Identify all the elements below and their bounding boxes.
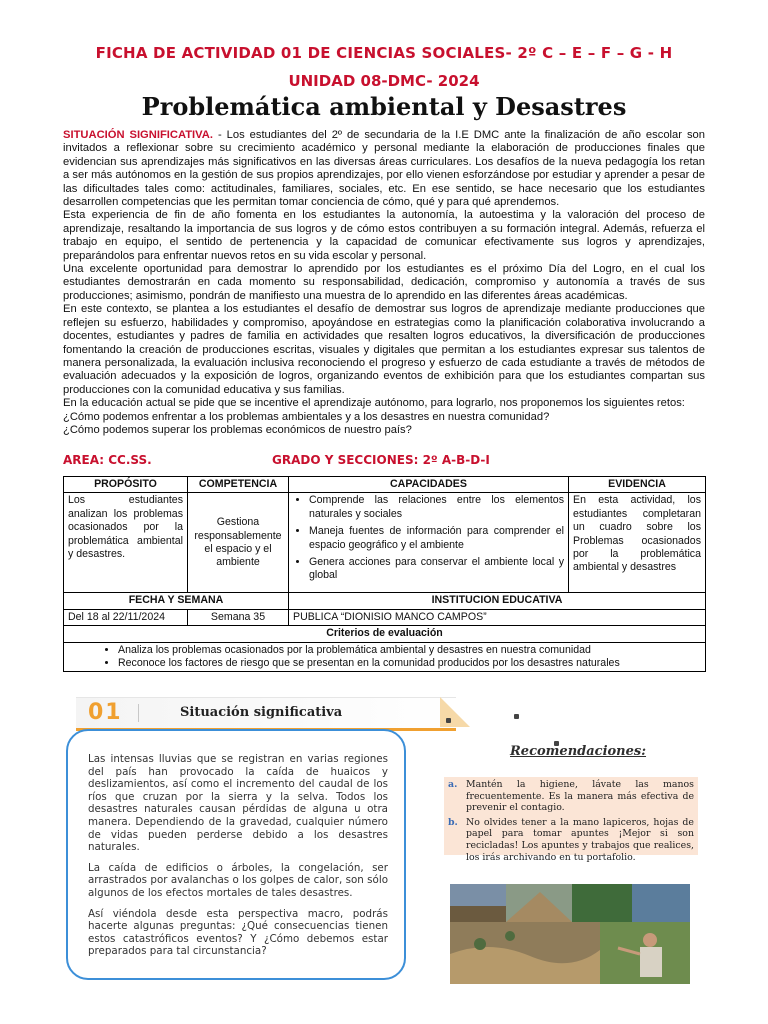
section-number: 01 <box>88 700 123 725</box>
header-competencia: COMPETENCIA <box>188 477 289 493</box>
activity-table <box>63 476 706 672</box>
header-fecha-semana: FECHA Y SEMANA <box>64 593 289 609</box>
capacidad-item: • Comprende las relaciones entre los elementos naturales y sociales <box>309 494 564 521</box>
capacidad-item: • Genera acciones para conservar el ambiente local y global <box>309 556 564 583</box>
photo-tree <box>505 931 515 941</box>
recommendation-item <box>448 817 694 863</box>
situation-paragraph-4: En este contexto, se plantea a los estudiantes el desafío de demostrar sus logros de aprendizaje mediante producciones que reflejen su esfuerzo, habilidades y compromiso, apoyándose en estrategias como la planificación colaborativa involucrando a docentes, estudiantes y padres de familia en actividades que resalten logros educativos, la diversificación de producciones fomentando la creación de producciones escritas, visuales y digitales que permitan a los estudiantes expresar sus talentos de manera personalizada, la evaluación inclusiva reconociendo el progreso y esfuerzo de cada estudiante a través de métodos de evaluación adecuados y la exposición de logros, organizando eventos de exhibición para que los estudiantes compartan sus producciones con la comunidad educativa y sus familias. <box>63 303 705 396</box>
situation-text <box>63 129 705 437</box>
situation-paragraph-3: Una excelente oportunidad para demostrar lo aprendido por los estudiantes es el próximo Día del Logro, en el cual los estudiantes demostrarán en cada momento su responsabilidad, dedicación, compromiso y autonomía a través de sus producciones; asimismo, pondrán de manifiesto una muestra de lo aprendido en las diferentes áreas académicas. <box>63 263 705 302</box>
recommendation-text: Mantén la higiene, lávate las manos frecuentemente. Es la manera más efectiva de prevenir el contagio. <box>466 779 694 814</box>
table-row <box>64 609 706 625</box>
table-row <box>64 642 706 672</box>
recommendation-letter: a. <box>448 779 458 790</box>
table-row <box>64 593 706 609</box>
grade-sections-label: GRADO Y SECCIONES: 2º A-B-D-I <box>272 453 490 467</box>
situation-paragraph-2: Esta experiencia de fin de año fomenta en los estudiantes la autonomía, la autoestima y la valoración del proceso de aprendizaje, resaltando la importancia de sus logros y de cómo estos contribuyen a su formación integral. Además, refuerza el trabajo en equipo, el sentido de pertenencia y la capacidad de comunicar efectivamente sus logros y aprendizajes, preparándolos para enfrentar nuevos retos en su vida escolar y personal. <box>63 209 705 262</box>
recommendations-box <box>444 777 698 863</box>
header-capacidades: CAPACIDADES <box>289 477 569 493</box>
capacidades-cell <box>289 493 569 593</box>
header-line-1: FICHA DE ACTIVIDAD 01 DE CIENCIAS SOCIALES- 2º C – E – F – G - H <box>95 44 673 62</box>
box-paragraph-1: Las intensas lluvias que se registran en varias regiones del país han provocado la caída de huaicos y deslizamientos, así como el incremento del caudal de los ríos que cruzan por la sierra y la selva. Todos los desastres naturales causan pérdidas de alguna u otra manera. Dependiendo de la gravedad, cualquier número de vidas pueden perderse debido a los desastres naturales. <box>88 753 388 854</box>
evidencia-cell: En esta actividad, los estudiantes completaran un cuadro sobre los Problemas ocasionados por la problemática ambiental y desastres <box>569 493 706 593</box>
header-proposito: PROPÓSITO <box>64 477 188 493</box>
recommendation-item <box>448 779 694 814</box>
recommendation-text: No olvides tener a la mano lapiceros, hojas de papel para tomar apuntes ¡Mejor si son recicladas! Los apuntes y trabajos que realices, los irás archivando en tu portafolio. <box>466 816 694 863</box>
decorative-dot <box>514 714 519 719</box>
photo-flood-street <box>632 884 690 922</box>
photo-tree <box>474 938 486 950</box>
criterios-cell <box>64 642 706 672</box>
photo-person-head <box>643 933 657 947</box>
header-institucion: INSTITUCION EDUCATIVA <box>289 593 706 609</box>
recommendation-letter: b. <box>448 816 458 828</box>
header-criterios: Criterios de evaluación <box>64 626 706 642</box>
box-paragraph-2: La caída de edificios o árboles, la congelación, ser arrastrados por avalanchas o los golpes de calor, son sólo algunos de los efectos mortales de tales desastres. <box>88 861 388 899</box>
section-title: Situación significativa <box>180 705 343 720</box>
section-banner <box>76 697 456 731</box>
fecha-cell: Del 18 al 22/11/2024 <box>64 609 188 625</box>
situation-box <box>66 729 406 980</box>
capacidad-item: • Maneja fuentes de información para comprender el espacio geográfico y el ambiente <box>309 525 564 552</box>
challenge-question-2: ¿Cómo podemos superar los problemas económicos de nuestro país? <box>63 423 412 436</box>
area-label: AREA: CC.SS. <box>63 453 152 467</box>
criterio-item: • Reconoce los factores de riesgo que se presentan en la comunidad producidos por los desastres naturales <box>118 657 701 670</box>
institucion-cell: PUBLICA “DIONISIO MANCO CAMPOS” <box>289 609 706 625</box>
photo-hills <box>450 906 506 922</box>
photo-person-body <box>640 947 662 977</box>
recommendations-title: Recomendaciones: <box>510 744 647 759</box>
situation-label: SITUACIÓN SIGNIFICATIVA. <box>63 129 213 141</box>
table-row <box>64 626 706 642</box>
challenge-question-1: ¿Cómo podemos enfrentar a los problemas ambientales y a los desastres en nuestra comunidad? <box>63 410 550 423</box>
page-title: Problemática ambiental y Desastres <box>141 92 627 121</box>
photo-forest <box>572 884 632 922</box>
table-header-row <box>64 477 706 493</box>
competencia-cell: Gestiona responsablemente el espacio y el ambiente <box>188 493 289 593</box>
disaster-photo-collage <box>450 884 690 984</box>
banner-corner-decoration <box>440 697 470 727</box>
divider <box>138 704 139 722</box>
situation-paragraph-1: SITUACIÓN SIGNIFICATIVA. - Los estudiantes del 2º de secundaria de la I.E DMC ante la finalización de año escolar son invitados a reflexionar sobre su crecimiento académico y personal mediante la elaboración de producciones finales que evidencian sus aprendizajes más significativos en las diversas áreas curriculares. Los desafíos de la nueva pedagogía los retan a ser más autónomos en la gestión de sus propios aprendizajes, por ello vienen esforzándose por estudiar y aprender a pesar de las dificultades tales como: actitudinales, familiares, sociales, etc. En ese sentido, se hace necesario que los estudiantes desarrollen competencias que les permitan tomar conciencia de cómo, qué y para qué aprendemos. <box>63 129 705 209</box>
header-line-2: UNIDAD 08-DMC- 2024 <box>288 72 480 90</box>
proposito-cell: Los estudiantes analizan los problemas ocasionados por la problemática ambiental y desastres. <box>64 493 188 593</box>
table-row <box>64 493 706 593</box>
decorative-dot <box>446 718 451 723</box>
situation-paragraph-5: En la educación actual se pide que se incentive el aprendizaje autónomo, para lograrlo, nos proponemos los siguientes retos: <box>63 397 685 410</box>
header-evidencia: EVIDENCIA <box>569 477 706 493</box>
semana-cell: Semana 35 <box>188 609 289 625</box>
criterio-item: • Analiza los problemas ocasionados por la problemática ambiental y desastres en nuestra comunidad <box>118 644 701 657</box>
box-paragraph-3: Así viéndola desde esta perspectiva macro, podrás hacerte algunas preguntas: ¿Qué consecuencias tienen estos catastróficos eventos? Y ¿Cómo debemos estar preparados para tal circunstancia? <box>88 907 388 958</box>
